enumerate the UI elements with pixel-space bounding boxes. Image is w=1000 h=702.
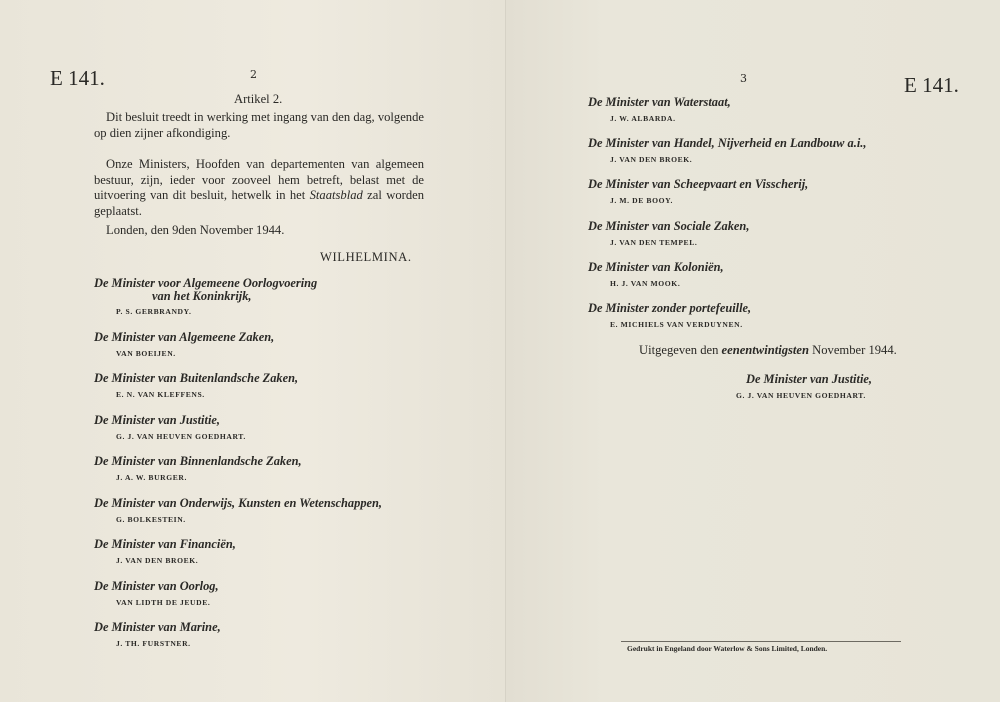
minister-title: De Minister van Algemeene Zaken, — [94, 329, 275, 344]
minister-name: G. J. VAN HEUVEN GOEDHART. — [116, 431, 246, 441]
paragraph-1: Dit besluit treedt in werking met ingang van den dag, volgende op dien zijner afkondiging. — [94, 110, 424, 140]
staatsblad-italic: Staatsblad — [309, 188, 363, 202]
minister-title: De Minister van Scheepvaart en Visscherij, — [588, 177, 809, 192]
issued-date — [639, 343, 897, 359]
minister-title: De Minister zonder portefeuille, — [588, 301, 752, 315]
minister-title: De Minister voor Algemeene Oorlogvoering — [94, 276, 318, 290]
minister-name: VAN LIDTH DE JEUDE. — [116, 597, 211, 607]
minister-name: P. S. GERBRANDY. — [116, 307, 192, 316]
minister-title: De Minister van Waterstaat, — [588, 95, 731, 109]
countersign-name: G. J. VAN HEUVEN GOEDHART. — [736, 391, 866, 400]
page-number: 2 — [250, 68, 257, 81]
minister-title: De Minister van Onderwijs, Kunsten en Wetenschappen, — [94, 495, 383, 510]
minister-title: De Minister van Koloniën, — [588, 259, 724, 274]
minister-name: H. J. VAN MOOK. — [610, 278, 681, 288]
issued-italic: eenentwintigsten — [721, 343, 809, 357]
minister-name: J. W. ALBARDA. — [610, 114, 676, 123]
article-heading: Artikel 2. — [234, 92, 283, 106]
minister-name: J. TH. FURSTNER. — [116, 639, 191, 648]
minister-title: De Minister van Sociale Zaken, — [588, 218, 750, 233]
paragraph-2 — [94, 157, 424, 219]
minister-name: J. M. DE BOOY. — [610, 196, 673, 206]
minister-title: De Minister van Oorlog, — [94, 578, 219, 593]
minister-name: J. VAN DEN TEMPEL. — [610, 237, 698, 247]
minister-title: De Minister van Handel, Nijverheid en Landbouw a.i., — [588, 136, 867, 151]
minister-name: VAN BOEIJEN. — [116, 348, 176, 358]
minister-title: De Minister van Marine, — [94, 620, 221, 634]
countersign-title: De Minister van Justitie, — [746, 372, 872, 386]
minister-name: G. BOLKESTEIN. — [116, 514, 186, 524]
minister-title-line2: van het Koninkrijk, — [152, 289, 252, 303]
paragraph-2-end: zal worden geplaatst. — [94, 188, 425, 218]
right-page — [506, 0, 1000, 702]
minister-title: De Minister van Binnenlandsche Zaken, — [94, 454, 302, 468]
minister-title: De Minister van Justitie, — [94, 412, 220, 427]
place-date: Londen, den 9den November 1944. — [106, 223, 285, 237]
minister-title: De Minister van Financiën, — [94, 537, 236, 551]
series-code: E 141. — [904, 73, 959, 97]
issued-end: November 1944. — [809, 343, 897, 357]
minister-name: J. VAN DEN BROEK. — [116, 556, 199, 565]
minister-title: De Minister van Buitenlandsche Zaken, — [94, 371, 299, 385]
series-code: E 141. — [50, 66, 105, 90]
minister-name: J. A. W. BURGER. — [116, 473, 187, 482]
paragraph-2-text: Onze Ministers, Hoofden van departementen van algemeen bestuur, zijn, ieder voor zooveel hem betreft, belast met de uitvoering van dit besluit, hetwelk in het — [94, 157, 424, 202]
footer-rule — [621, 641, 901, 642]
minister-name: J. VAN DEN BROEK. — [610, 155, 693, 165]
minister-name: E. MICHIELS VAN VERDUYNEN. — [610, 320, 743, 329]
issued-text: Uitgegeven den — [639, 343, 722, 357]
page-number: 3 — [740, 72, 747, 85]
minister-name: E. N. VAN KLEFFENS. — [116, 390, 205, 399]
printer-note: Gedrukt in Engeland door Waterlow & Sons Limited, Londen. — [627, 644, 828, 653]
royal-signature: WILHELMINA. — [320, 250, 412, 264]
